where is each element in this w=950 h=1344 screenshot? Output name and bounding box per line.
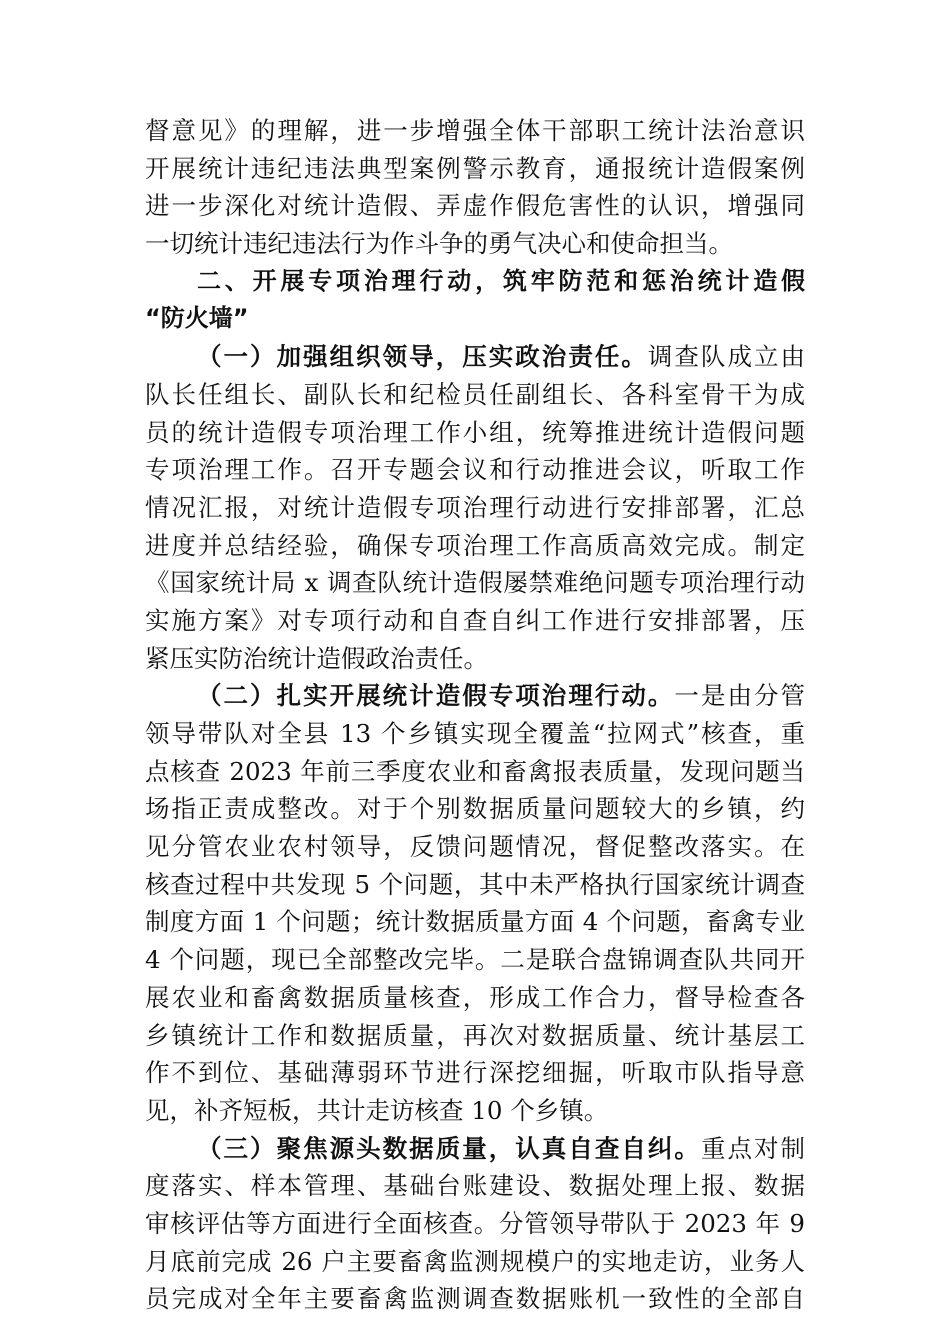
subsection-title: （一）加强组织领导，压实政治责任。	[197, 342, 648, 372]
paragraph-subsection-1	[145, 338, 805, 677]
text-line: 制度方面 1 个问题；统计数据质量方面 4 个问题，畜禽专业	[145, 907, 805, 937]
text-line: 见，补齐短板，共计走访核查 10 个乡镇。	[145, 1095, 609, 1125]
text-line: 紧压实防治统计造假政治责任。	[145, 643, 488, 673]
text-line: 开展统计违纪违法典型案例警示教育，通报统计造假案例	[145, 153, 805, 183]
text-line: 实施方案》对专项行动和自查自纠工作进行安排部署，压	[145, 605, 805, 635]
subsection-title: （三）聚焦源头数据质量，认真自查自纠。	[197, 1133, 701, 1163]
text-run: 调查队成立由	[647, 342, 806, 372]
text-line: 员的统计造假专项治理工作小组，统筹推进统计造假问题	[145, 417, 805, 447]
text-line: 进度并总结经验，确保专项治理工作高质高效完成。制定	[145, 530, 805, 560]
text-line: 核查过程中共发现 5 个问题，其中未严格执行国家统计调查	[145, 869, 805, 899]
text-line	[145, 1130, 805, 1168]
text-line: 审核评估等方面进行全面核查。分管领导带队于 2023 年 9	[145, 1208, 805, 1238]
text-line: 督意见》的理解，进一步增强全体干部职工统计法治意识	[145, 116, 805, 145]
heading-line: 二、开展专项治理行动，筑牢防范和惩治统计造假	[197, 266, 805, 295]
subsection-title: （二）扎实开展统计造假专项治理行动。	[197, 681, 675, 711]
paragraph-intro-continuation	[145, 112, 805, 263]
text-run: 重点对制	[700, 1133, 806, 1163]
text-line: 场指正责成整改。对于个别数据质量问题较大的乡镇，约	[145, 794, 805, 824]
text-line: 见分管农业农村领导，反馈问题情况，督促整改落实。在	[145, 832, 805, 862]
text-line: 乡镇统计工作和数据质量，再次对数据质量、统计基层工	[145, 1020, 805, 1050]
text-line: 月底前完成 26 户主要畜禽监测规模户的实地走访，业务人	[145, 1246, 805, 1276]
text-line: 展农业和畜禽数据质量核查，形成工作合力，督导检查各	[145, 982, 805, 1012]
paragraph-subsection-3	[145, 1130, 805, 1318]
text-line: 《国家统计局 x 调查队统计造假屡禁难绝问题专项治理行动	[145, 568, 805, 598]
text-line: 情况汇报，对统计造假专项治理行动进行安排部署，汇总	[145, 492, 805, 522]
text-run: 一是由分管	[674, 681, 806, 711]
document-page	[145, 112, 805, 1318]
text-line	[145, 338, 805, 376]
text-line: 队长任组长、副队长和纪检员任副组长、各科室骨干为成	[145, 379, 805, 409]
section-heading-2	[145, 263, 805, 338]
text-line: 一切统计违纪违法行为作斗争的勇气决心和使命担当。	[145, 229, 733, 259]
text-line: 专项治理工作。召开专题会议和行动推进会议，听取工作	[145, 455, 805, 485]
text-line: 领导带队对全县 13 个乡镇实现全覆盖“拉网式”核查，重	[145, 719, 805, 748]
text-line	[145, 677, 805, 715]
text-line: 点核查 2023 年前三季度农业和畜禽报表质量，发现问题当	[145, 756, 805, 786]
text-line: 作不到位、基础薄弱环节进行深挖细掘，听取市队指导意	[145, 1058, 805, 1088]
paragraph-subsection-2	[145, 677, 805, 1129]
heading-line: “防火墙”	[145, 304, 249, 333]
text-line: 4 个问题，现已全部整改完毕。二是联合盘锦调查队共同开	[145, 945, 805, 975]
text-line: 度落实、样本管理、基础台账建设、数据处理上报、数据	[145, 1171, 805, 1201]
text-line: 员完成对全年主要畜禽监测调查数据账机一致性的全部自	[145, 1284, 805, 1314]
text-line: 进一步深化对统计造假、弄虚作假危害性的认识，增强同	[145, 191, 805, 221]
